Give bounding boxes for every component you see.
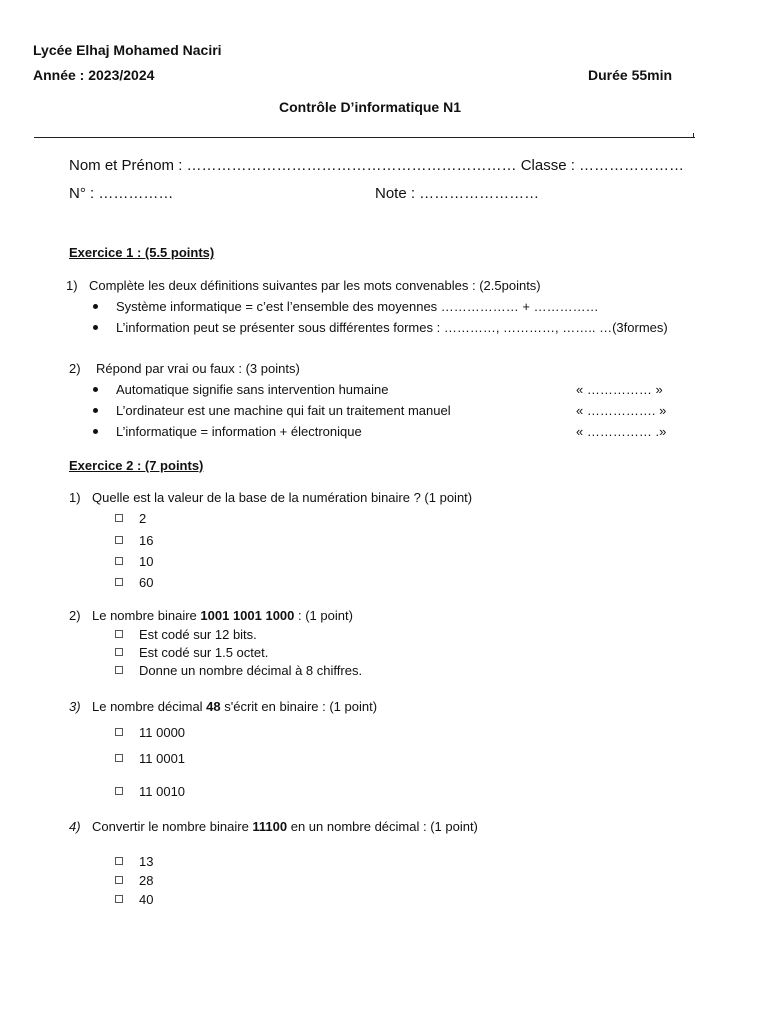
ex2-q4-number: 4) <box>69 819 81 834</box>
ex2-q4-text: Convertir le nombre binaire 11100 en un nombre décimal : (1 point) <box>92 819 478 834</box>
ex2-q1-number: 1) <box>69 490 81 505</box>
ex1-q1-text: Complète les deux définitions suivantes par les mots convenables : (2.5points) <box>89 278 541 293</box>
choice-option[interactable]: 11 0001 <box>115 751 123 766</box>
ex1-q1-item: Système informatique = c’est l’ensemble des moyennes ……………… + …………… <box>116 299 599 314</box>
choice-option[interactable]: Donne un nombre décimal à 8 chiffres. <box>115 663 123 678</box>
header-divider <box>34 137 695 138</box>
checkbox-icon[interactable] <box>115 578 123 586</box>
name-class-line: Nom et Prénom : ………………………………………………………… Classe : ………………… <box>69 157 685 174</box>
exercise-2-title: Exercice 2 : (7 points) <box>69 458 204 473</box>
choice-option[interactable]: 10 <box>115 554 123 569</box>
choice-option[interactable]: Est codé sur 12 bits. <box>115 627 123 642</box>
choice-option[interactable]: 40 <box>115 892 123 907</box>
bullet-icon <box>93 304 98 309</box>
checkbox-icon[interactable] <box>115 857 123 865</box>
choice-option[interactable]: 16 <box>115 533 123 548</box>
school-year: Année : 2023/2024 <box>33 67 155 83</box>
checkbox-icon[interactable] <box>115 557 123 565</box>
true-false-statement: L’ordinateur est une machine qui fait un traitement manuel <box>116 403 451 418</box>
ex2-q2-number: 2) <box>69 608 81 623</box>
note-line: Note : …………………… <box>375 185 540 202</box>
bullet-icon <box>93 408 98 413</box>
true-false-statement: L’informatique = information + électronique <box>116 424 362 439</box>
ex1-q2-number: 2) <box>69 361 81 376</box>
true-false-answer-blank: « …………… » <box>576 382 663 397</box>
checkbox-icon[interactable] <box>115 514 123 522</box>
checkbox-icon[interactable] <box>115 648 123 656</box>
choice-option[interactable]: 2 <box>115 511 123 526</box>
ex2-q1-text: Quelle est la valeur de la base de la numération binaire ? (1 point) <box>92 490 473 505</box>
checkbox-icon[interactable] <box>115 876 123 884</box>
choice-option[interactable]: Est codé sur 1.5 octet. <box>115 645 123 660</box>
school-name: Lycée Elhaj Mohamed Naciri <box>33 42 222 58</box>
student-number-line: N° : …………… <box>69 185 174 202</box>
checkbox-icon[interactable] <box>115 630 123 638</box>
bullet-icon <box>93 325 98 330</box>
header-divider-tick <box>693 133 694 138</box>
checkbox-icon[interactable] <box>115 666 123 674</box>
ex1-q2-text: Répond par vrai ou faux : (3 points) <box>96 361 300 376</box>
ex1-q1-number: 1) <box>66 278 78 293</box>
choice-option[interactable]: 13 <box>115 854 123 869</box>
choice-option[interactable]: 60 <box>115 575 123 590</box>
bullet-icon <box>93 387 98 392</box>
exercise-1-title: Exercice 1 : (5.5 points) <box>69 245 215 260</box>
ex1-q1-item: L’information peut se présenter sous différentes formes : …………, …………, …….. …(3formes) <box>116 320 668 335</box>
exam-title: Contrôle D’informatique N1 <box>279 99 462 115</box>
exam-duration: Durée 55min <box>588 67 673 83</box>
choice-option[interactable]: 11 0010 <box>115 784 123 799</box>
true-false-answer-blank: « ……………. » <box>576 403 667 418</box>
ex2-q3-text: Le nombre décimal 48 s'écrit en binaire : (1 point) <box>92 699 378 714</box>
true-false-answer-blank: « …………… .» <box>576 424 667 439</box>
ex2-q3-number: 3) <box>69 699 81 714</box>
ex2-q2-text: Le nombre binaire 1001 1001 1000 : (1 point) <box>92 608 353 623</box>
checkbox-icon[interactable] <box>115 895 123 903</box>
checkbox-icon[interactable] <box>115 728 123 736</box>
checkbox-icon[interactable] <box>115 536 123 544</box>
choice-option[interactable]: 11 0000 <box>115 725 123 740</box>
checkbox-icon[interactable] <box>115 754 123 762</box>
checkbox-icon[interactable] <box>115 787 123 795</box>
true-false-statement: Automatique signifie sans intervention humaine <box>116 382 389 397</box>
bullet-icon <box>93 429 98 434</box>
choice-option[interactable]: 28 <box>115 873 123 888</box>
